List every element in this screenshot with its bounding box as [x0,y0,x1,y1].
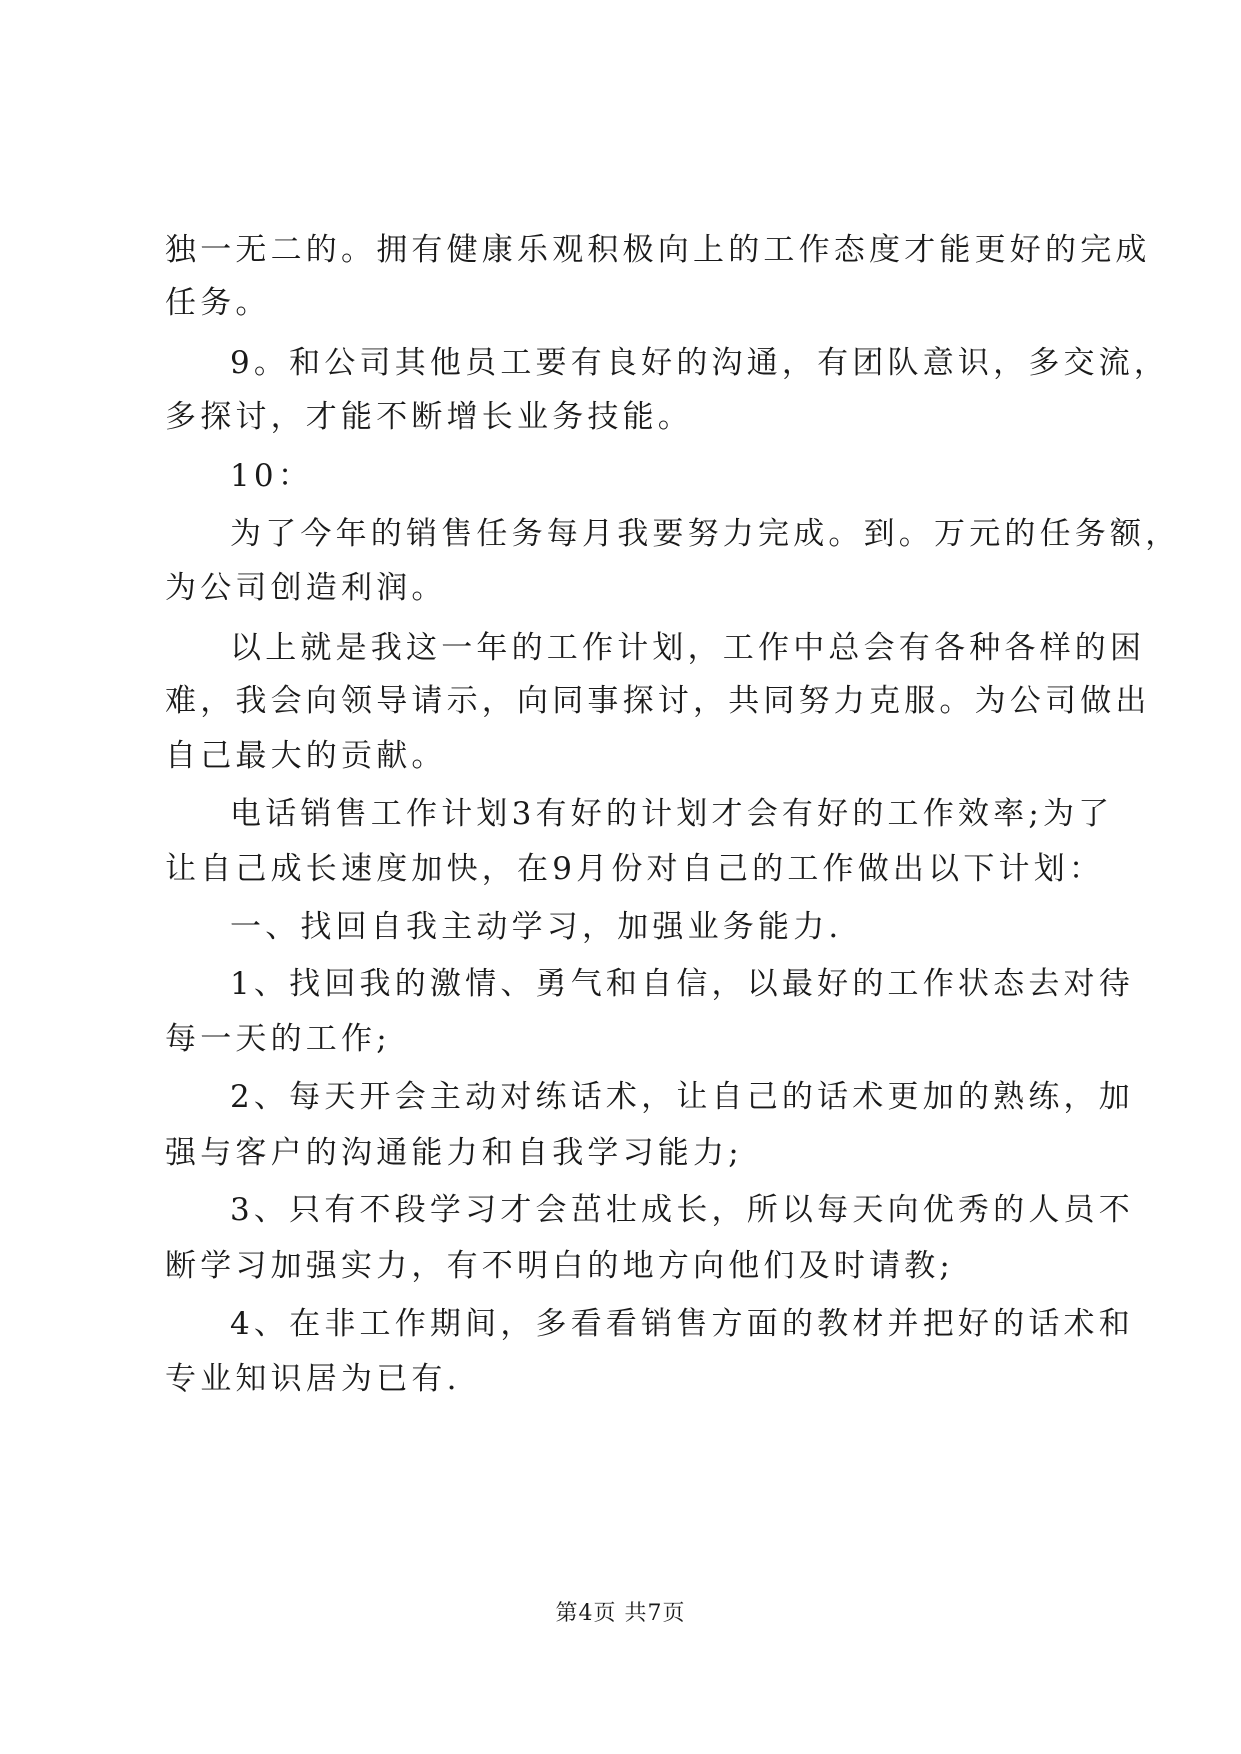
body-text-line: 断学习加强实力，有不明白的地方向他们及时请教; [165,1248,955,1284]
body-text-line: 专业知识居为已有. [165,1361,461,1397]
body-text-line: 9。和公司其他员工要有良好的沟通，有团队意识，多交流， [230,345,1170,381]
body-text-line: 多探讨，才能不断增长业务技能。 [165,399,693,435]
body-text-line: 一、找回自我主动学习，加强业务能力. [230,909,843,945]
body-text-line: 让自己成长速度加快，在9月份对自己的工作做出以下计划： [165,851,1105,887]
body-text-line: 10： [230,458,314,494]
body-text-line: 4、在非工作期间，多看看销售方面的教材并把好的话术和 [230,1306,1134,1342]
body-text-line: 为公司创造利润。 [165,570,447,606]
body-text-line: 难，我会向领导请示，向同事探讨，共同努力克服。为公司做出 [165,683,1151,719]
body-text-line: 3、只有不段学习才会茁壮成长，所以每天向优秀的人员不 [230,1192,1134,1228]
body-text-line: 电话销售工作计划3有好的计划才会有好的工作效率;为了 [230,796,1114,832]
body-text-line: 为了今年的销售任务每月我要努力完成。到。万元的任务额， [230,516,1181,552]
page-number-footer: 第4页 共7页 [555,1601,686,1626]
body-text-line: 独一无二的。拥有健康乐观积极向上的工作态度才能更好的完成 [165,232,1151,268]
body-text-line: 任务。 [165,285,271,321]
body-text-line: 强与客户的沟通能力和自我学习能力; [165,1135,743,1171]
body-text-line: 以上就是我这一年的工作计划，工作中总会有各种各样的困 [230,630,1146,666]
body-text-line: 2、每天开会主动对练话术，让自己的话术更加的熟练，加 [230,1079,1134,1115]
body-text-line: 每一天的工作; [165,1021,391,1057]
body-text-line: 自己最大的贡献。 [165,738,447,774]
body-text-line: 1、找回我的激情、勇气和自信，以最好的工作状态去对待 [230,966,1134,1002]
